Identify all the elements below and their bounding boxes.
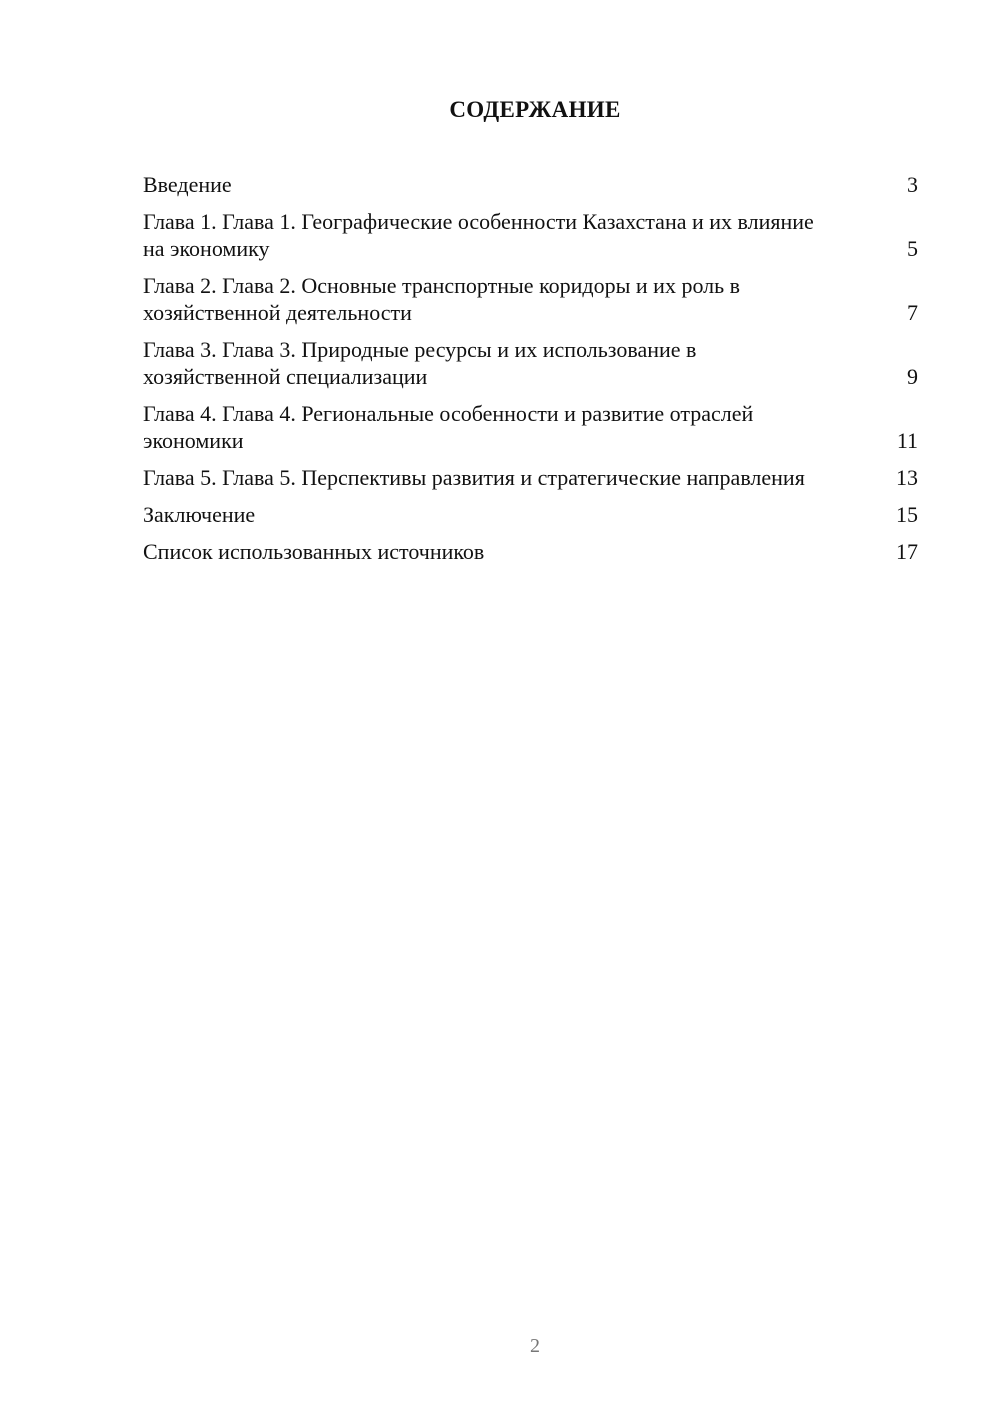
toc-entry-introduction[interactable] [143,171,918,198]
toc-entry-label: Глава 5. Глава 5. Перспективы развития и стратегические направления [143,465,805,490]
table-of-contents [143,171,918,575]
toc-entry-page-number: 17 [896,539,918,564]
toc-entry-label: Введение [143,172,232,197]
toc-entry-label: Глава 4. Глава 4. Региональные особенности и развитие отраслей экономики [143,401,754,453]
toc-entry-page-number: 5 [907,236,918,261]
toc-entry-chapter-5[interactable] [143,464,918,491]
toc-entry-label: Глава 2. Глава 2. Основные транспортные коридоры и их роль в хозяйственной деятельности [143,273,741,325]
page-title: СОДЕРЖАНИЕ [449,97,621,122]
toc-entry-chapter-3[interactable] [143,336,918,390]
toc-entry-page-number: 15 [896,502,918,527]
toc-entry-conclusion[interactable] [143,501,918,528]
toc-entry-page-number: 7 [907,300,918,325]
footer-page-number: 2 [530,1335,540,1357]
toc-entry-page-number: 11 [896,428,918,453]
toc-entry-label: Список использованных источников [143,539,485,564]
toc-entry-label: Глава 3. Глава 3. Природные ресурсы и их использование в хозяйственной специализации [143,337,697,389]
toc-entry-references[interactable] [143,538,918,565]
toc-entry-label: Заключение [143,502,256,527]
toc-entry-chapter-4[interactable] [143,400,918,454]
toc-entry-label: Глава 1. Глава 1. Географические особенности Казахстана и их влияние на экономику [143,209,814,261]
toc-entry-page-number: 3 [907,172,918,197]
toc-entry-chapter-2[interactable] [143,272,918,326]
toc-entry-page-number: 9 [907,364,918,389]
toc-entry-page-number: 13 [896,465,918,490]
toc-entry-chapter-1[interactable] [143,208,918,262]
